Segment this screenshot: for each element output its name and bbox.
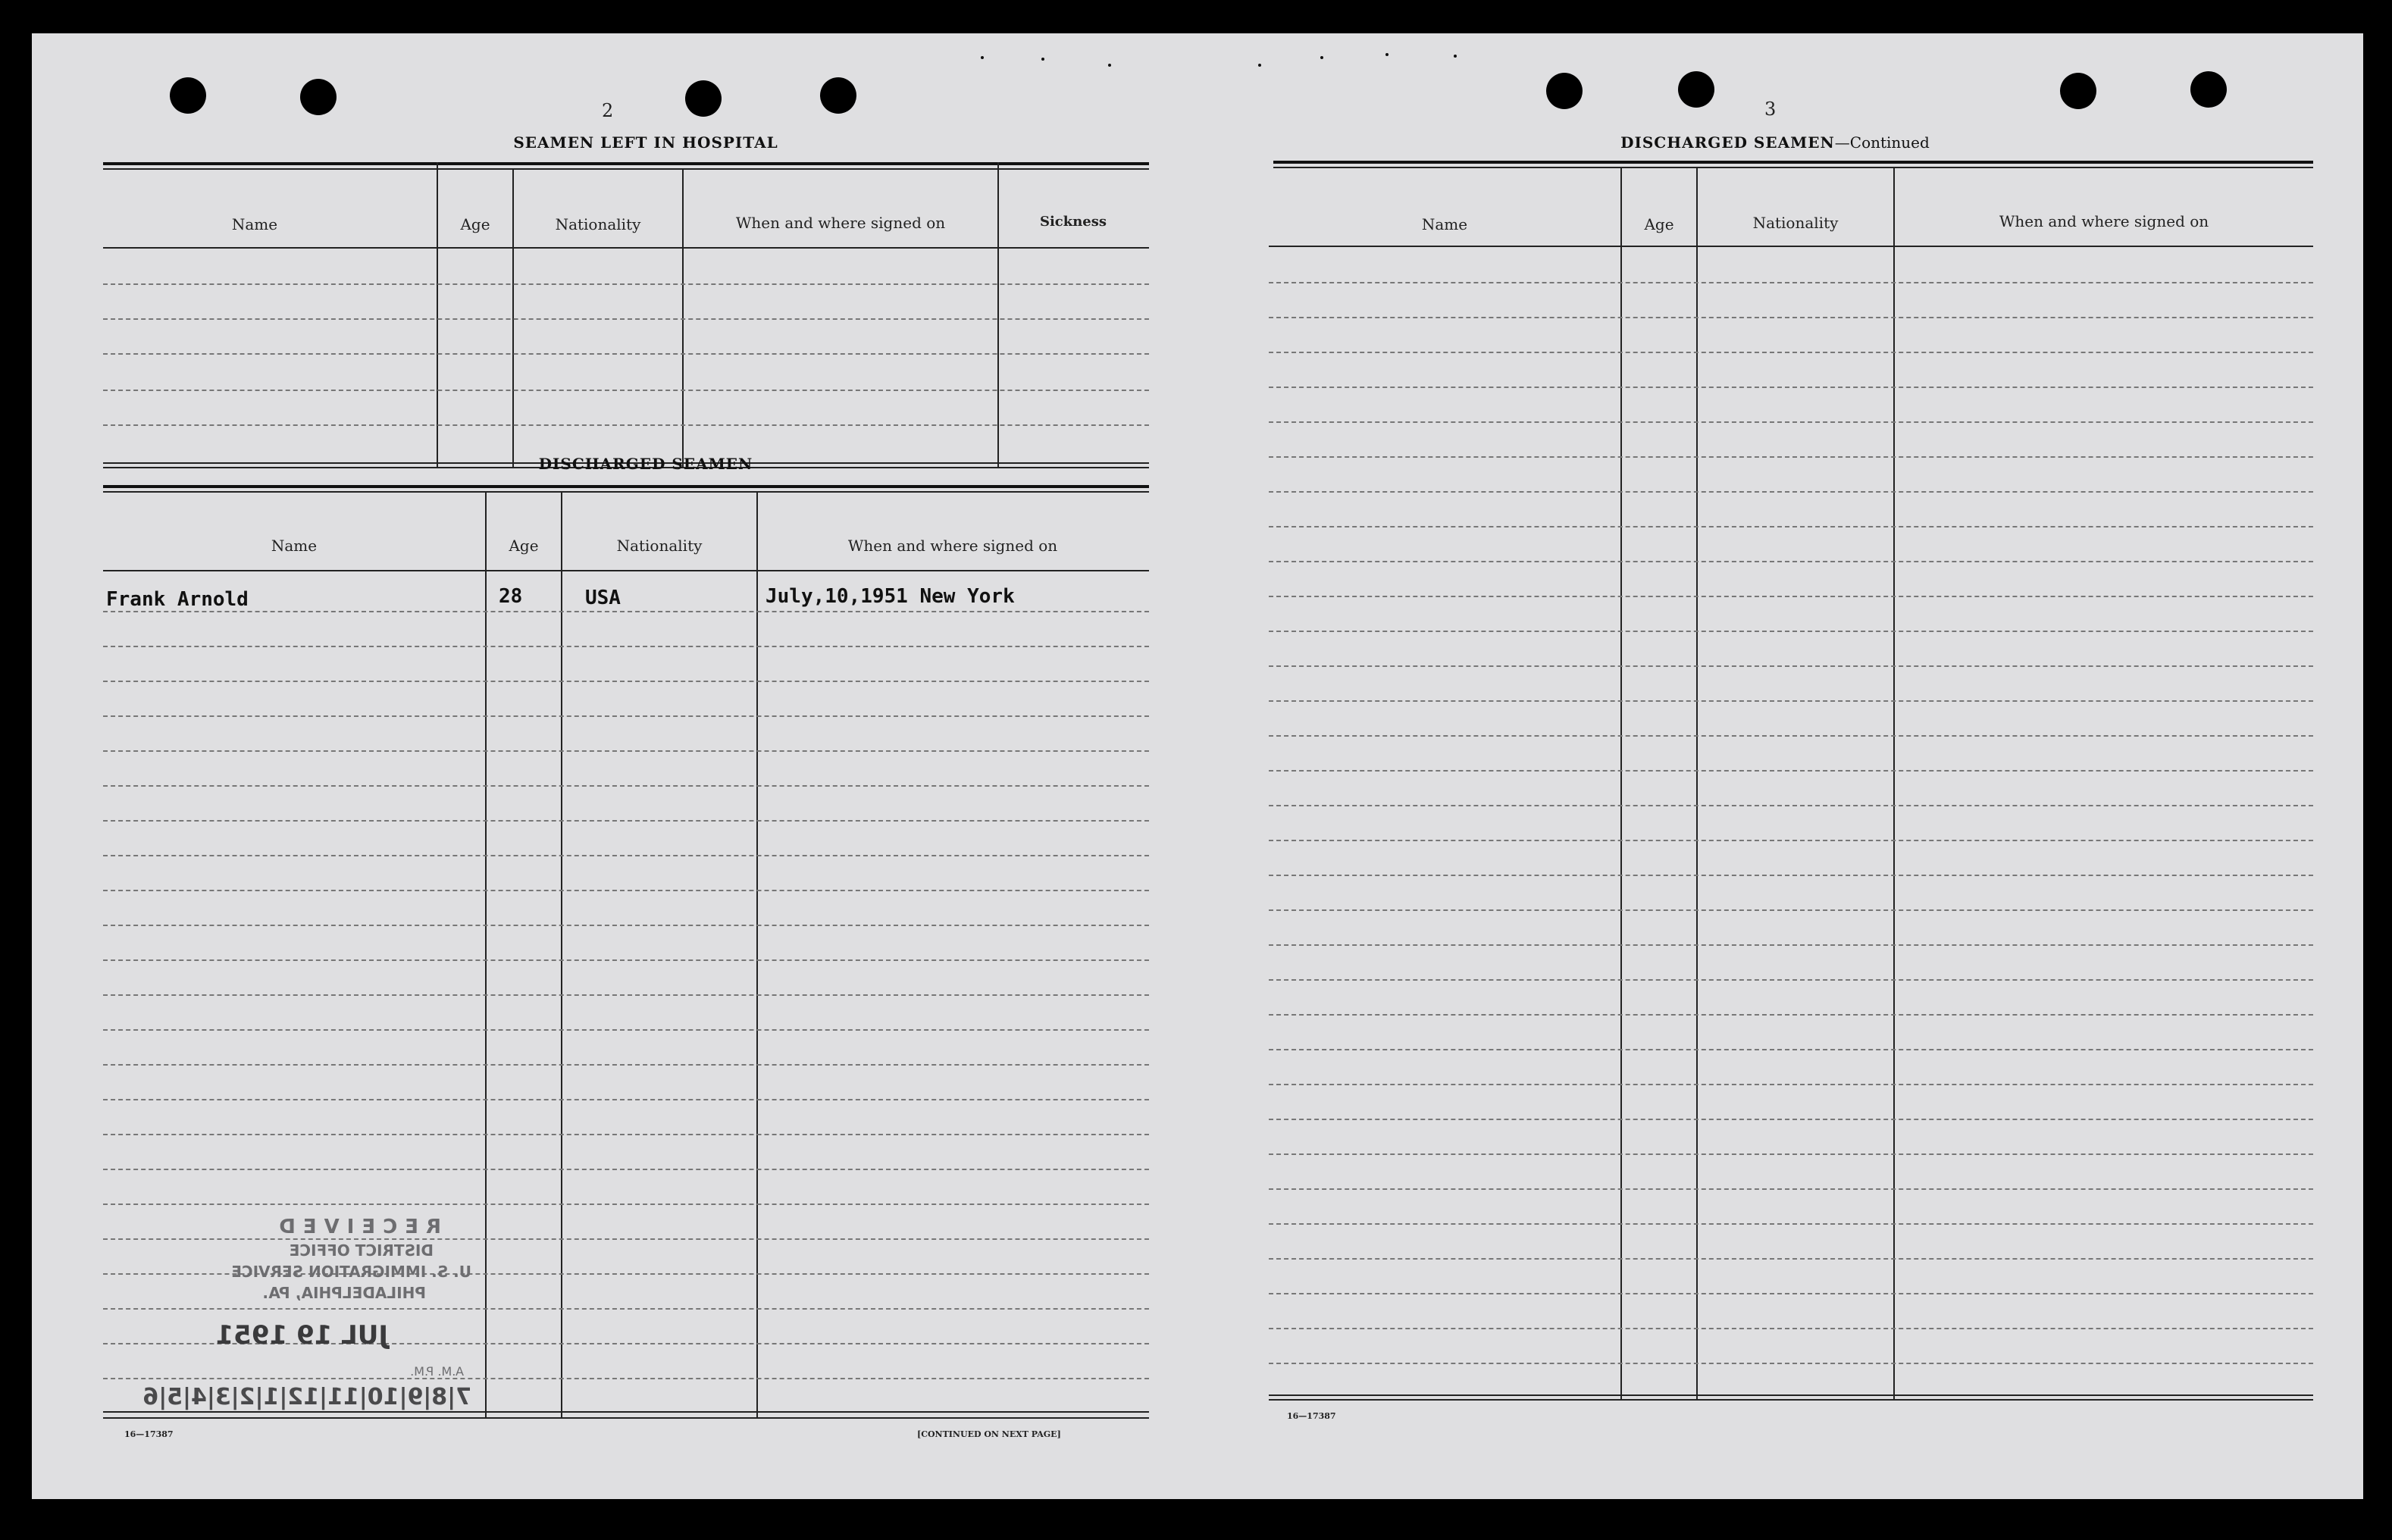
row-line [1269,1363,2313,1364]
row-line [1269,700,2313,702]
column-header-name: Name [1421,215,1468,233]
row-line [103,820,1149,822]
row-line [103,424,1149,426]
row-line [103,681,1149,682]
column-header-nationality: Nationality [555,215,641,233]
column-header-age: Age [509,537,539,555]
stamp-time-scale: 7|8|9|10|11|12|1|2|3|4|5|6 [142,1384,471,1410]
discharged-section-title: DISCHARGED SEAMEN [538,455,753,473]
paper-speck [1320,56,1323,59]
row-line [103,611,1149,612]
column-header-signed-on: When and where signed on [847,537,1058,555]
row-line [103,855,1149,856]
row-line [103,390,1149,391]
row-line [1269,631,2313,632]
row-line [103,646,1149,647]
row-line [1269,282,2313,283]
row-line [103,994,1149,996]
row-line [1269,1153,2313,1155]
row-line [103,925,1149,926]
table-top-rule [103,162,1149,165]
row-line [1269,909,2313,911]
row-line [1269,770,2313,772]
row-line [103,890,1149,891]
table-top-rule [1273,167,2313,168]
received-stamp [142,1216,471,1443]
row-line [1269,526,2313,527]
row-line [1269,1188,2313,1190]
column-header-name: Name [231,215,278,233]
paper-speck [1258,64,1261,67]
table-bottom-rule [1269,1399,2313,1401]
row-line [1269,352,2313,353]
row-line [103,1204,1149,1205]
row-line [1269,1014,2313,1016]
row-line [103,353,1149,355]
column-divider [997,162,999,467]
row-line [1269,1084,2313,1085]
table-top-rule [103,491,1149,493]
continued-note: [CONTINUED ON NEXT PAGE] [917,1429,1061,1439]
column-divider [756,493,758,1419]
discharged-continued-title [1457,133,2093,152]
row-line [1269,944,2313,946]
column-header-nationality: Nationality [1752,214,1839,232]
page-number: 3 [1764,99,1777,120]
punch-hole [820,77,856,114]
punch-hole [685,80,722,117]
row-line [103,785,1149,787]
discharged-continued-table [1269,161,2313,1423]
row-line [1269,561,2313,562]
row-line [1269,1293,2313,1294]
row-line [103,715,1149,717]
row-line [1269,1049,2313,1050]
column-header-age: Age [460,215,490,233]
row-line [1269,665,2313,667]
table-top-rule [103,168,1149,170]
row-line [1269,491,2313,493]
header-rule [1269,246,2313,247]
row-line [1269,1258,2313,1260]
column-divider [485,493,487,1419]
stamp-received: RECEIVED [271,1216,441,1238]
column-header-age: Age [1644,215,1674,233]
paper-speck [1108,64,1111,67]
paper-speck [1454,55,1457,58]
column-header-signed-on: When and where signed on [735,214,946,232]
punch-hole [2060,73,2096,109]
row-line [1269,1223,2313,1225]
row-line [1269,456,2313,458]
row-line [103,1064,1149,1066]
stamp-city: PHILADELPHIA, PA. [262,1284,426,1302]
row-line [1269,387,2313,388]
row-line [103,1169,1149,1170]
paper-speck [1385,53,1389,56]
column-header-sickness: Sickness [1039,214,1107,230]
row-line [1269,735,2313,737]
row-line [103,1029,1149,1031]
row-line [103,1134,1149,1135]
row-line [1269,317,2313,318]
seaman-signed-on: July,10,1951 New York [766,585,1015,608]
table-bottom-rule [1269,1394,2313,1396]
column-header-signed-on: When and where signed on [1999,212,2209,230]
row-line [103,1099,1149,1100]
stamp-service: U. S. IMMIGRATION SERVICE [231,1263,471,1281]
form-number: 16—17387 [1287,1411,1336,1421]
row-line [1269,1328,2313,1329]
header-rule [103,247,1149,249]
row-line [103,318,1149,320]
row-line [103,959,1149,961]
paper-speck [1041,58,1044,61]
row-line [103,283,1149,285]
header-rule [103,570,1149,571]
seaman-nationality: USA [585,587,621,609]
stamp-date: JUL 19 1951 [215,1320,388,1351]
punch-hole [300,79,337,115]
punch-hole [1678,71,1714,108]
column-divider [561,493,562,1419]
seaman-name: Frank Arnold [106,588,249,611]
row-line [1269,840,2313,841]
column-divider [437,162,438,467]
column-header-name: Name [271,537,318,555]
page-number: 2 [602,100,614,121]
form-number: 16—17387 [124,1429,174,1439]
stamp-am-pm: A.M. P.M. [410,1364,464,1379]
hospital-table [103,162,1149,468]
document-sheet [32,33,2363,1499]
row-line [1269,421,2313,423]
stamp-office: DISTRICT OFFICE [289,1241,434,1260]
table-top-rule [1273,161,2313,164]
title-continued: —Continued [1834,133,1930,152]
punch-hole [2190,71,2227,108]
table-top-rule [103,485,1149,488]
title-main: DISCHARGED SEAMEN [1620,133,1835,152]
column-header-nationality: Nationality [616,537,703,555]
row-line [1269,875,2313,876]
row-line [1269,596,2313,597]
row-line [1269,805,2313,806]
punch-hole [1546,73,1583,109]
punch-hole [170,77,206,114]
row-line [103,750,1149,752]
row-line [1269,1119,2313,1120]
seaman-age: 28 [499,585,523,608]
paper-speck [981,56,984,59]
row-line [1269,979,2313,981]
hospital-section-title: SEAMEN LEFT IN HOSPITAL [513,133,778,152]
